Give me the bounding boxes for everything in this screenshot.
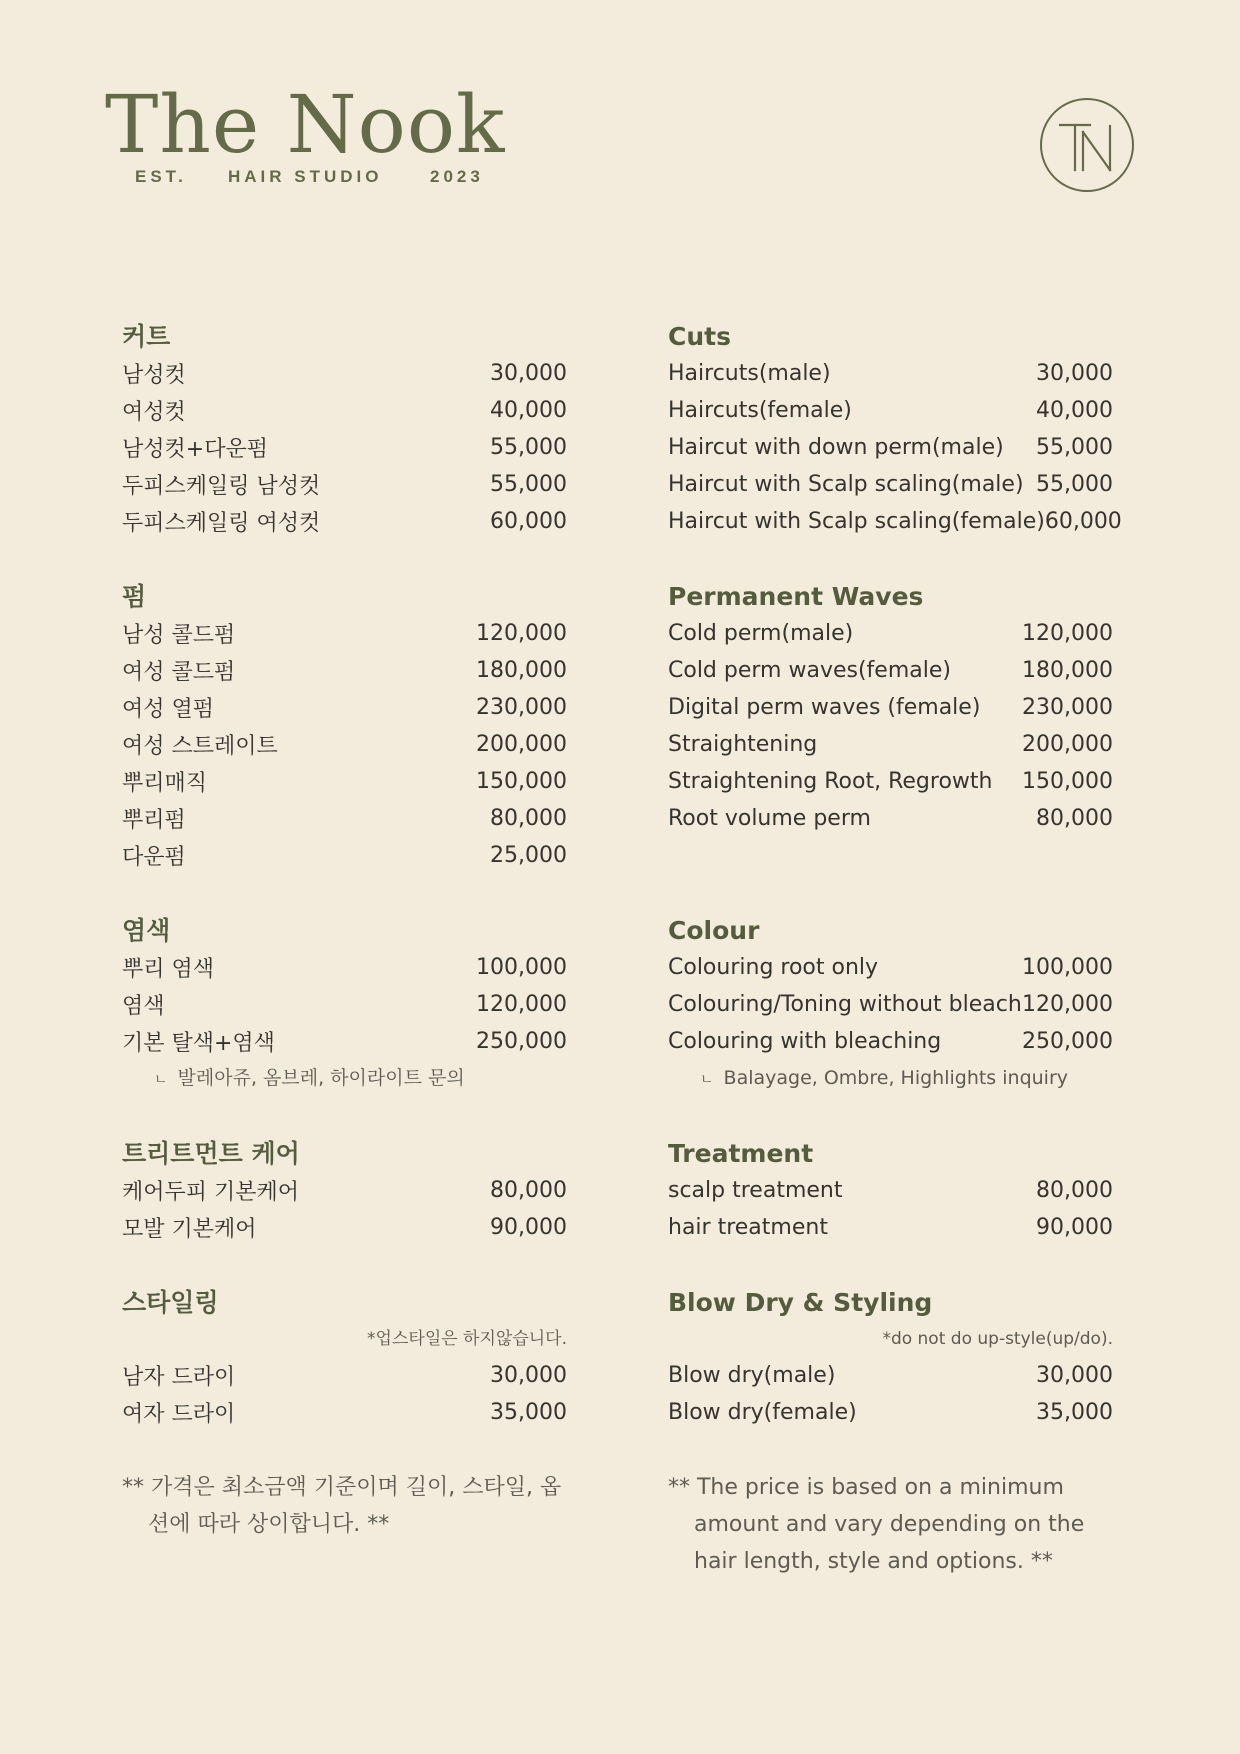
menu-item-name: Haircut with Scalp scaling(female) xyxy=(668,509,1045,534)
menu-item-price: 55,000 xyxy=(490,435,567,460)
en-colour-section xyxy=(668,912,1113,1097)
menu-item-price: 180,000 xyxy=(476,658,567,683)
menu-item-price: 90,000 xyxy=(490,1215,567,1240)
ko-styling-list xyxy=(122,1357,567,1431)
menu-item-row xyxy=(122,1023,567,1060)
menu-item-name: scalp treatment xyxy=(668,1178,843,1203)
menu-item-price: 100,000 xyxy=(476,955,567,980)
menu-item-price: 180,000 xyxy=(1022,658,1113,683)
menu-item-name: 염색 xyxy=(122,994,165,1019)
menu-item-name: 모발 기본케어 xyxy=(122,1217,257,1242)
menu-item-row xyxy=(668,949,1113,986)
menu-item-name: Haircuts(female) xyxy=(668,398,852,423)
ko-treatment-list xyxy=(122,1172,567,1246)
ko-perm-heading: 펌 xyxy=(122,582,147,611)
ko-colour-list xyxy=(122,949,567,1060)
en-styling-heading: Blow Dry & Styling xyxy=(668,1288,933,1317)
en-perm-heading: Permanent Waves xyxy=(668,582,924,611)
en-treatment-section xyxy=(668,1135,1113,1246)
menu-item-name: 다운펌 xyxy=(122,845,186,870)
menu-item-name: hair treatment xyxy=(668,1215,828,1240)
menu-item-name: Colouring with bleaching xyxy=(668,1029,942,1054)
menu-item-price: 40,000 xyxy=(490,398,567,423)
menu-item-price: 30,000 xyxy=(1036,1363,1113,1388)
menu-item-price: 55,000 xyxy=(1036,472,1113,497)
en-treatment-heading: Treatment xyxy=(668,1139,814,1168)
menu-item-row xyxy=(122,800,567,837)
menu-item-name: Haircut with down perm(male) xyxy=(668,435,1004,460)
en-cuts-section xyxy=(668,318,1122,540)
menu-item-name: 여성 콜드펌 xyxy=(122,660,236,685)
ko-colour-section xyxy=(122,912,567,1097)
menu-item-price: 230,000 xyxy=(476,695,567,720)
menu-item-price: 40,000 xyxy=(1036,398,1113,423)
menu-item-row xyxy=(122,615,567,652)
menu-item-row xyxy=(122,429,567,466)
ko-styling-note: *업스타일은 하지않습니다. xyxy=(367,1329,567,1349)
menu-item-row xyxy=(122,466,567,503)
menu-item-row xyxy=(668,615,1113,652)
menu-item-row xyxy=(668,1209,1113,1246)
menu-item-name: Cold perm(male) xyxy=(668,621,854,646)
ko-treatment-heading: 트리트먼트 케어 xyxy=(122,1139,300,1168)
menu-item-name: Digital perm waves (female) xyxy=(668,695,981,720)
menu-item-price: 60,000 xyxy=(1044,509,1122,534)
en-treatment-list xyxy=(668,1172,1113,1246)
menu-item-row xyxy=(668,1023,1113,1060)
menu-item-name: Straightening xyxy=(668,732,818,757)
menu-item-row xyxy=(122,1394,567,1431)
ko-footer-note: ** 가격은 최소금액 기준이며 길이, 스타일, 옵션에 따라 상이합니다. ** xyxy=(122,1475,562,1537)
menu-item-price: 30,000 xyxy=(490,361,567,386)
menu-item-name: Blow dry(male) xyxy=(668,1363,836,1388)
brand-year: 2023 xyxy=(430,167,484,186)
english-menu-column xyxy=(668,318,1122,1580)
en-cuts-list xyxy=(668,355,1122,540)
menu-item-row xyxy=(668,429,1113,466)
ko-colour-subnote xyxy=(122,1060,567,1097)
brand-est: EST. xyxy=(135,167,187,186)
menu-item-name: 기본 탈색+염색 xyxy=(122,1031,275,1056)
menu-item-row xyxy=(668,689,1113,726)
ko-treatment-section xyxy=(122,1135,567,1246)
menu-item-row xyxy=(122,1172,567,1209)
menu-item-row xyxy=(122,1357,567,1394)
menu-item-row xyxy=(122,837,567,874)
menu-item-row xyxy=(122,652,567,689)
menu-item-row xyxy=(122,726,567,763)
menu-item-name: 두피스케일링 남성컷 xyxy=(122,474,321,499)
menu-item-price: 200,000 xyxy=(1022,732,1113,757)
menu-item-name: 남자 드라이 xyxy=(122,1365,236,1390)
menu-item-price: 120,000 xyxy=(476,992,567,1017)
monogram-text xyxy=(1042,190,1043,191)
menu-item-row xyxy=(668,355,1113,392)
menu-item-row xyxy=(122,503,567,540)
menu-item-row xyxy=(668,763,1113,800)
menu-item-row xyxy=(668,726,1113,763)
en-styling-list xyxy=(668,1357,1113,1431)
monogram-emblem xyxy=(1040,98,1134,192)
menu-item-price: 250,000 xyxy=(476,1029,567,1054)
ko-colour-heading: 염색 xyxy=(122,916,171,945)
menu-item-name: 케어두피 기본케어 xyxy=(122,1180,300,1205)
menu-item-price: 80,000 xyxy=(1036,806,1113,831)
en-colour-list xyxy=(668,949,1113,1060)
menu-item-price: 200,000 xyxy=(476,732,567,757)
ko-subnote-mark: ㄴ xyxy=(154,1072,168,1088)
en-styling-note: *do not do up-style(up/do). xyxy=(882,1329,1113,1349)
menu-item-name: 남성 콜드펌 xyxy=(122,623,236,648)
menu-item-row xyxy=(122,392,567,429)
menu-item-name: Root volume perm xyxy=(668,806,871,831)
menu-item-price: 90,000 xyxy=(1036,1215,1113,1240)
menu-item-price: 120,000 xyxy=(476,621,567,646)
brand-name: The Nook xyxy=(105,78,506,171)
menu-item-price: 120,000 xyxy=(1022,621,1113,646)
menu-item-price: 120,000 xyxy=(1022,992,1113,1017)
menu-item-price: 35,000 xyxy=(1036,1400,1113,1425)
menu-item-row xyxy=(122,1209,567,1246)
menu-item-row xyxy=(122,763,567,800)
ko-cuts-section xyxy=(122,318,567,540)
menu-item-name: Cold perm waves(female) xyxy=(668,658,951,683)
ko-subnote-text: 발레아쥬, 옴브레, 하이라이트 문의 xyxy=(177,1067,465,1089)
menu-item-name: 뿌리 염색 xyxy=(122,957,215,982)
menu-item-name: Haircut with Scalp scaling(male) xyxy=(668,472,1024,497)
en-perm-section xyxy=(668,578,1113,874)
brand-logo xyxy=(105,78,545,191)
ko-perm-list xyxy=(122,615,567,874)
menu-item-row xyxy=(668,986,1113,1023)
menu-item-price: 30,000 xyxy=(1036,361,1113,386)
menu-item-name: 남성컷 xyxy=(122,363,186,388)
brand-tagline xyxy=(105,167,545,191)
menu-item-price: 25,000 xyxy=(490,843,567,868)
menu-item-price: 30,000 xyxy=(490,1363,567,1388)
menu-item-row xyxy=(668,1172,1113,1209)
menu-item-price: 35,000 xyxy=(490,1400,567,1425)
en-perm-list xyxy=(668,615,1113,837)
menu-item-row xyxy=(122,689,567,726)
menu-item-name: Blow dry(female) xyxy=(668,1400,857,1425)
menu-item-row xyxy=(122,986,567,1023)
menu-item-name: 두피스케일링 여성컷 xyxy=(122,511,321,536)
menu-item-price: 55,000 xyxy=(490,472,567,497)
en-subnote-text: Balayage, Ombre, Highlights inquiry xyxy=(723,1067,1069,1089)
menu-item-price: 55,000 xyxy=(1036,435,1113,460)
menu-item-name: 뿌리매직 xyxy=(122,771,208,796)
menu-item-price: 100,000 xyxy=(1022,955,1113,980)
menu-item-name: Colouring/Toning without bleach xyxy=(668,992,1022,1017)
ko-cuts-heading: 커트 xyxy=(122,322,171,351)
brand-studio: HAIR STUDIO xyxy=(228,167,383,186)
monogram-glyph xyxy=(1042,100,1132,190)
menu-item-name: 뿌리펌 xyxy=(122,808,186,833)
menu-item-row xyxy=(668,503,1122,540)
menu-item-row xyxy=(668,466,1113,503)
en-styling-section xyxy=(668,1284,1113,1431)
menu-item-name: 여성 열펌 xyxy=(122,697,215,722)
menu-item-price: 150,000 xyxy=(1022,769,1113,794)
korean-menu-column xyxy=(122,318,567,1543)
menu-item-price: 150,000 xyxy=(476,769,567,794)
menu-item-row xyxy=(668,1394,1113,1431)
menu-item-price: 230,000 xyxy=(1022,695,1113,720)
menu-item-price: 80,000 xyxy=(490,1178,567,1203)
menu-item-row xyxy=(122,949,567,986)
menu-item-price: 250,000 xyxy=(1022,1029,1113,1054)
menu-item-row xyxy=(668,800,1113,837)
menu-item-price: 80,000 xyxy=(490,806,567,831)
menu-item-row xyxy=(668,652,1113,689)
menu-item-name: 남성컷+다운펌 xyxy=(122,437,268,462)
menu-item-name: 여성컷 xyxy=(122,400,186,425)
ko-styling-section xyxy=(122,1284,567,1431)
menu-item-name: Colouring root only xyxy=(668,955,879,980)
menu-item-row xyxy=(122,355,567,392)
menu-item-price: 80,000 xyxy=(1036,1178,1113,1203)
menu-item-price: 60,000 xyxy=(490,509,567,534)
menu-item-row xyxy=(668,392,1113,429)
menu-item-name: Haircuts(male) xyxy=(668,361,831,386)
en-colour-heading: Colour xyxy=(668,916,760,945)
en-colour-subnote xyxy=(668,1060,1113,1097)
en-cuts-heading: Cuts xyxy=(668,322,731,351)
menu-item-name: Straightening Root, Regrowth xyxy=(668,769,993,794)
ko-styling-heading: 스타일링 xyxy=(122,1288,219,1317)
menu-item-name: 여자 드라이 xyxy=(122,1402,236,1427)
ko-perm-section xyxy=(122,578,567,874)
ko-cuts-list xyxy=(122,355,567,540)
menu-item-row xyxy=(668,1357,1113,1394)
menu-item-name: 여성 스트레이트 xyxy=(122,734,278,759)
en-footer-note: ** The price is based on a minimum amount and vary depending on the hair length, style and options. ** xyxy=(668,1475,1085,1574)
en-subnote-mark: ㄴ xyxy=(700,1072,714,1088)
